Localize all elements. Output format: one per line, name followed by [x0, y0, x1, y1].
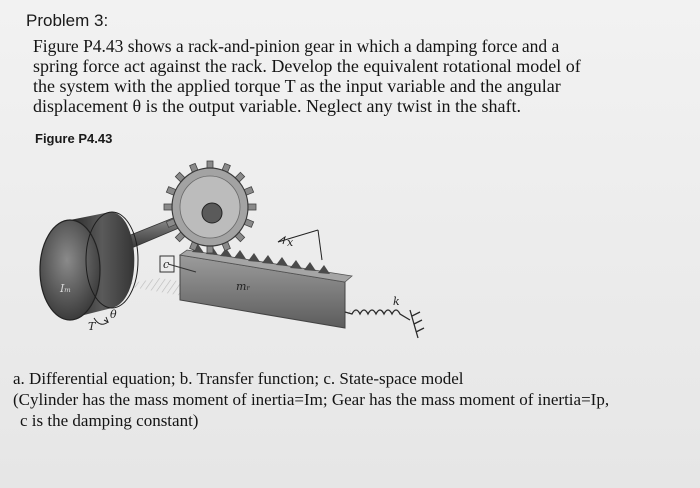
torque-arrow [94, 317, 108, 324]
statement-line: displacement θ is the output variable. Neglect any twist in the shaft. [33, 96, 521, 116]
rack-mass-label: mᵣ [236, 280, 251, 293]
pinion-gear [164, 161, 256, 253]
questions [13, 368, 693, 431]
question-line: (Cylinder has the mass moment of inertia=Im; Gear has the mass moment of inertia=Ip, [13, 390, 610, 409]
spring-constant-label: k [393, 295, 400, 308]
damping-label: c [163, 258, 170, 271]
rack [180, 244, 352, 328]
torque-label: T [88, 320, 96, 333]
problem-statement [33, 36, 673, 116]
question-line: a. Differential equation; b. Transfer function; c. State-space model [13, 369, 464, 388]
statement-line: Figure P4.43 shows a rack-and-pinion gear in which a damping force and a [33, 36, 560, 56]
problem-title: Problem 3: [26, 11, 109, 30]
cylinder [40, 212, 138, 320]
x-label: x [287, 236, 294, 249]
theta-label: θ [110, 308, 117, 321]
figure-label: Figure P4.43 [35, 131, 113, 146]
statement-line: the system with the applied torque T as the input variable and the angular [33, 76, 561, 96]
statement-line: spring force act against the rack. Develop the equivalent rotational model of [33, 56, 581, 76]
spring [345, 310, 424, 338]
cylinder-inertia-label: Iₘ [60, 282, 72, 295]
question-line: c is the damping constant) [20, 411, 199, 430]
rack-and-pinion-figure [0, 148, 700, 348]
